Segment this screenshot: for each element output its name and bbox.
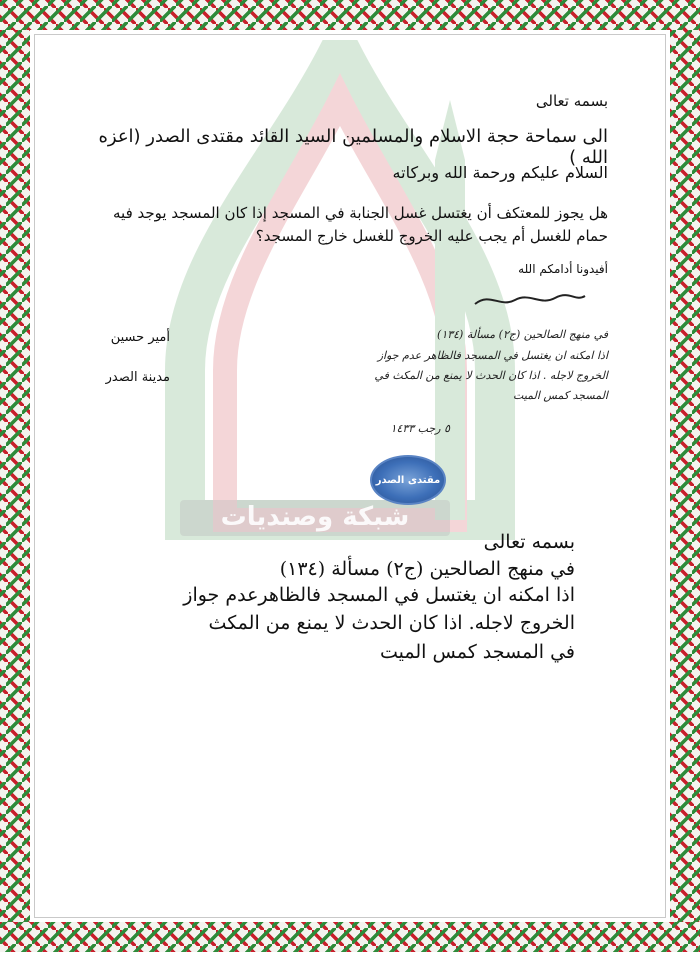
letter-salutation: بسمه تعالى [535, 92, 608, 110]
letter-question-line1: هل يجوز للمعتكف أن يغتسل غسل الجنابة في المسجد إذا كان المسجد يوجد فيه [113, 204, 608, 222]
decorative-border-top [0, 0, 700, 30]
mosque-watermark-icon [165, 40, 515, 540]
handwritten-line1: في منهج الصالحين (ج٢) مسألة (١٣٤) [437, 328, 608, 341]
letter-closing: أفيدونا أدامكم الله [518, 262, 608, 276]
handwritten-line3: الخروج لاجله . اذا كان الحدث لا يمنع من المكث في [374, 369, 608, 382]
decorative-border-left [0, 30, 30, 922]
sender-name: أمير حسين [110, 330, 170, 345]
handwritten-date: ٥ رجب ١٤٣٣ [390, 422, 450, 435]
transcription-line4: الخروج لاجله. اذا كان الحدث لا يمنع من المكث [208, 612, 575, 634]
transcription-line3: اذا امكنه ان يغتسل في المسجد فالظاهرعدم جواز [183, 584, 575, 606]
signature-icon [470, 288, 590, 312]
transcription-line2: في منهج الصالحين (ج٢) مسألة (١٣٤) [279, 558, 575, 580]
handwritten-line2: اذا امكنه ان يغتسل في المسجد فالظاهر عدم جواز [377, 349, 608, 362]
letter-greeting: السلام عليكم ورحمة الله وبركاته [392, 163, 608, 182]
official-seal [370, 455, 446, 505]
transcription-line1: بسمه تعالى [483, 531, 575, 553]
letter-question-line2: حمام للغسل أم يجب عليه الخروج للغسل خارج المسجد؟ [255, 227, 608, 245]
sender-city: مدينة الصدر [105, 370, 170, 385]
transcription-line5: في المسجد كمس الميت [380, 641, 575, 663]
seal-text: مقتدى الصدر [375, 474, 441, 486]
decorative-border-bottom [0, 922, 700, 952]
handwritten-line4: المسجد كمس الميت [513, 389, 608, 402]
letter-addressee: الى سماحة حجة الاسلام والمسلمين السيد القائد مقتدى الصدر (اعزه الله ) [98, 126, 608, 168]
decorative-border-right [670, 30, 700, 922]
watermark-caption: شبكة وصنديات [220, 502, 410, 532]
